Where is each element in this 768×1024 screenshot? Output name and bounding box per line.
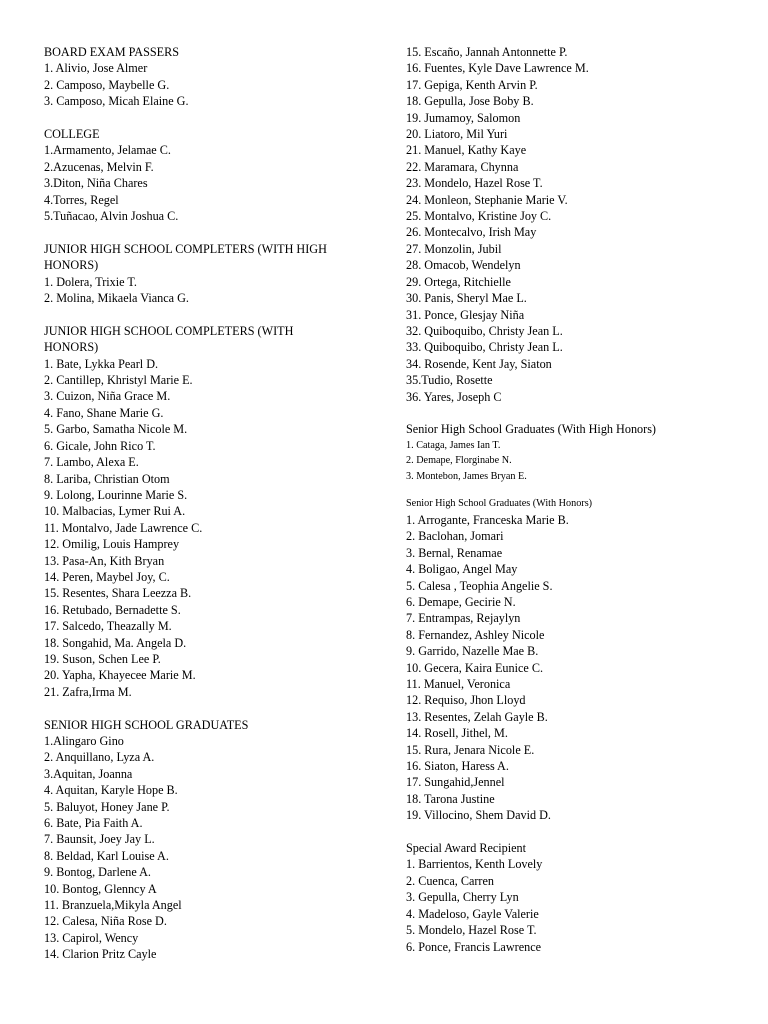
list-item: 19. Jumamoy, Salomon	[406, 110, 521, 125]
section-heading: Senior High School Graduates (With Honors)	[406, 497, 593, 509]
list-item: 17. Gepiga, Kenth Arvin P.	[406, 77, 538, 92]
list-item: 36. Yares, Joseph C	[406, 389, 502, 404]
list-item: 1. Alivio, Jose Almer	[44, 61, 148, 76]
list-item: 10. Bontog, Glenncy A	[44, 881, 157, 896]
list-item: 2. Cuenca, Carren	[406, 873, 494, 888]
list-item: 27. Monzolin, Jubil	[406, 241, 502, 256]
list-item: 2. Anquillano, Lyza A.	[44, 750, 155, 765]
name-list	[406, 44, 736, 405]
list-item: 4. Boligao, Angel May	[406, 562, 518, 577]
list-item: 6. Gicale, John Rico T.	[44, 438, 156, 453]
list-item: 22. Maramara, Chynna	[406, 159, 519, 174]
list-item: 20. Yapha, Khayecee Marie M.	[44, 668, 196, 683]
list-item: 31. Ponce, Glesjay Niña	[406, 307, 525, 322]
list-item: 35.Tudio, Rosette	[406, 373, 493, 388]
list-item: 8. Fernandez, Ashley Nicole	[406, 627, 545, 642]
section-heading: Senior High School Graduates (With High Honors)	[406, 422, 656, 437]
name-list	[44, 142, 364, 224]
list-item: 14. Clarion Pritz Cayle	[44, 947, 157, 962]
list-item: 14. Rosell, Jithel, M.	[406, 726, 508, 741]
list-item: 17. Sungahid,Jennel	[406, 775, 505, 790]
list-item: 33. Quiboquibo, Christy Jean L.	[406, 340, 563, 355]
list-item: 12. Requiso, Jhon Lloyd	[406, 693, 526, 708]
list-item: 2. Molina, Mikaela Vianca G.	[44, 291, 189, 306]
jhs-honors-section	[44, 323, 364, 700]
list-item: 26. Montecalvo, Irish May	[406, 225, 537, 240]
list-item: 1. Arrogante, Franceska Marie B.	[406, 512, 569, 527]
jhs-high-honors-section	[44, 241, 364, 307]
list-item: 24. Monleon, Stephanie Marie V.	[406, 192, 568, 207]
list-item: 20. Liatoro, Mil Yuri	[406, 127, 508, 142]
list-item: 13. Resentes, Zelah Gayle B.	[406, 709, 548, 724]
list-item: 3. Montebon, James Bryan E.	[406, 470, 527, 482]
section-heading: JUNIOR HIGH SCHOOL COMPLETERS (WITH HIGH HONORS)	[44, 241, 327, 273]
list-item: 11. Manuel, Veronica	[406, 677, 511, 692]
name-list	[406, 512, 736, 824]
list-item: 28. Omacob, Wendelyn	[406, 258, 521, 273]
section-heading: BOARD EXAM PASSERS	[44, 45, 180, 59]
list-item: 1. Dolera, Trixie T.	[44, 274, 137, 289]
list-item: 23. Mondelo, Hazel Rose T.	[406, 176, 543, 191]
name-list	[44, 60, 364, 109]
list-item: 5. Baluyot, Honey Jane P.	[44, 799, 170, 814]
list-item: 3.Aquitan, Joanna	[44, 766, 133, 781]
list-item: 12. Calesa, Niña Rose D.	[44, 914, 167, 929]
list-item: 2. Demape, Florginabe N.	[406, 455, 512, 467]
list-item: 1.Armamento, Jelamae C.	[44, 143, 171, 158]
list-item: 16. Siaton, Haress A.	[406, 759, 509, 774]
list-item: 16. Retubado, Bernadette S.	[44, 602, 181, 617]
shs-honors-section	[406, 496, 736, 824]
name-list	[44, 274, 364, 307]
board-exam-section	[44, 44, 364, 110]
list-item: 18. Songahid, Ma. Angela D.	[44, 635, 187, 650]
shs-graduates-section	[44, 717, 364, 963]
list-item: 21. Manuel, Kathy Kaye	[406, 143, 527, 158]
list-item: 30. Panis, Sheryl Mae L.	[406, 291, 527, 306]
section-heading: COLLEGE	[44, 127, 100, 142]
list-item: 10. Malbacias, Lymer Rui A.	[44, 504, 186, 519]
shs-graduates-continued-section	[406, 44, 736, 405]
list-item: 6. Bate, Pia Faith A.	[44, 816, 143, 831]
list-item: 9. Garrido, Nazelle Mae B.	[406, 644, 539, 659]
list-item: 34. Rosende, Kent Jay, Siaton	[406, 356, 552, 371]
list-item: 15. Resentes, Shara Leezza B.	[44, 586, 192, 601]
list-item: 32. Quiboquibo, Christy Jean L.	[406, 323, 563, 338]
list-item: 7. Baunsit, Joey Jay L.	[44, 832, 155, 847]
list-item: 3. Cuizon, Niña Grace M.	[44, 389, 171, 404]
college-section	[44, 126, 364, 224]
list-item: 7. Lambo, Alexa E.	[44, 455, 139, 470]
list-item: 1.Alingaro Gino	[44, 734, 124, 748]
list-item: 15. Rura, Jenara Nicole E.	[406, 742, 535, 757]
list-item: 9. Lolong, Lourinne Marie S.	[44, 487, 188, 502]
list-item: 5. Mondelo, Hazel Rose T.	[406, 923, 537, 938]
shs-high-honors-section	[406, 421, 736, 484]
list-item: 3.Diton, Niña Chares	[44, 176, 148, 191]
list-item: 5. Calesa , Teophia Angelie S.	[406, 578, 553, 593]
list-item: 15. Escaño, Jannah Antonnette P.	[406, 45, 568, 59]
list-item: 6. Ponce, Francis Lawrence	[406, 939, 542, 954]
name-list	[44, 356, 364, 701]
list-item: 2. Baclohan, Jomari	[406, 529, 504, 544]
list-item: 3. Bernal, Renamae	[406, 545, 503, 560]
list-item: 4. Fano, Shane Marie G.	[44, 405, 164, 420]
right-column	[406, 44, 736, 955]
section-heading: JUNIOR HIGH SCHOOL COMPLETERS (WITH HONORS)	[44, 323, 294, 355]
list-item: 16. Fuentes, Kyle Dave Lawrence M.	[406, 61, 589, 76]
list-item: 5.Tuñacao, Alvin Joshua C.	[44, 209, 179, 224]
list-item: 1. Cataga, James Ian T.	[406, 439, 501, 451]
list-item: 4. Aquitan, Karyle Hope B.	[44, 783, 178, 798]
list-item: 4.Torres, Regel	[44, 192, 119, 207]
list-item: 19. Villocino, Shem David D.	[406, 808, 551, 823]
name-list	[406, 438, 736, 484]
list-item: 12. Omilig, Louis Hamprey	[44, 537, 180, 552]
list-item: 5. Garbo, Samatha Nicole M.	[44, 422, 188, 437]
list-item: 21. Zafra,Irma M.	[44, 684, 132, 699]
list-item: 6. Demape, Gecirie N.	[406, 594, 516, 609]
left-column	[44, 44, 364, 963]
list-item: 13. Pasa-An, Kith Bryan	[44, 553, 165, 568]
list-item: 29. Ortega, Ritchielle	[406, 274, 511, 289]
list-item: 3. Camposo, Micah Elaine G.	[44, 94, 189, 109]
list-item: 2.Azucenas, Melvin F.	[44, 159, 154, 174]
special-award-section	[406, 840, 736, 955]
list-item: 3. Gepulla, Cherry Lyn	[406, 890, 519, 905]
list-item: 8. Lariba, Christian Otom	[44, 471, 170, 486]
list-item: 2. Cantillep, Khristyl Marie E.	[44, 373, 193, 388]
list-item: 17. Salcedo, Theazally M.	[44, 619, 172, 634]
list-item: 13. Capirol, Wency	[44, 930, 139, 945]
list-item: 18. Gepulla, Jose Boby B.	[406, 94, 534, 109]
name-list	[44, 733, 364, 963]
section-heading: SENIOR HIGH SCHOOL GRADUATES	[44, 717, 249, 732]
list-item: 11. Branzuela,Mikyla Angel	[44, 898, 182, 913]
list-item: 7. Entrampas, Rejaylyn	[406, 611, 521, 626]
list-item: 8. Beldad, Karl Louise A.	[44, 848, 169, 863]
list-item: 4. Madeloso, Gayle Valerie	[406, 906, 539, 921]
list-item: 14. Peren, Maybel Joy, C.	[44, 569, 170, 584]
list-item: 10. Gecera, Kaira Eunice C.	[406, 660, 544, 675]
list-item: 1. Bate, Lykka Pearl D.	[44, 356, 159, 371]
section-heading: Special Award Recipient	[406, 841, 527, 856]
list-item: 11. Montalvo, Jade Lawrence C.	[44, 520, 203, 535]
list-item: 18. Tarona Justine	[406, 791, 495, 806]
list-item: 25. Montalvo, Kristine Joy C.	[406, 209, 552, 224]
list-item: 9. Bontog, Darlene A.	[44, 865, 151, 880]
list-item: 19. Suson, Schen Lee P.	[44, 651, 161, 666]
list-item: 2. Camposo, Maybelle G.	[44, 77, 170, 92]
list-item: 1. Barrientos, Kenth Lovely	[406, 857, 543, 872]
name-list	[406, 856, 736, 954]
